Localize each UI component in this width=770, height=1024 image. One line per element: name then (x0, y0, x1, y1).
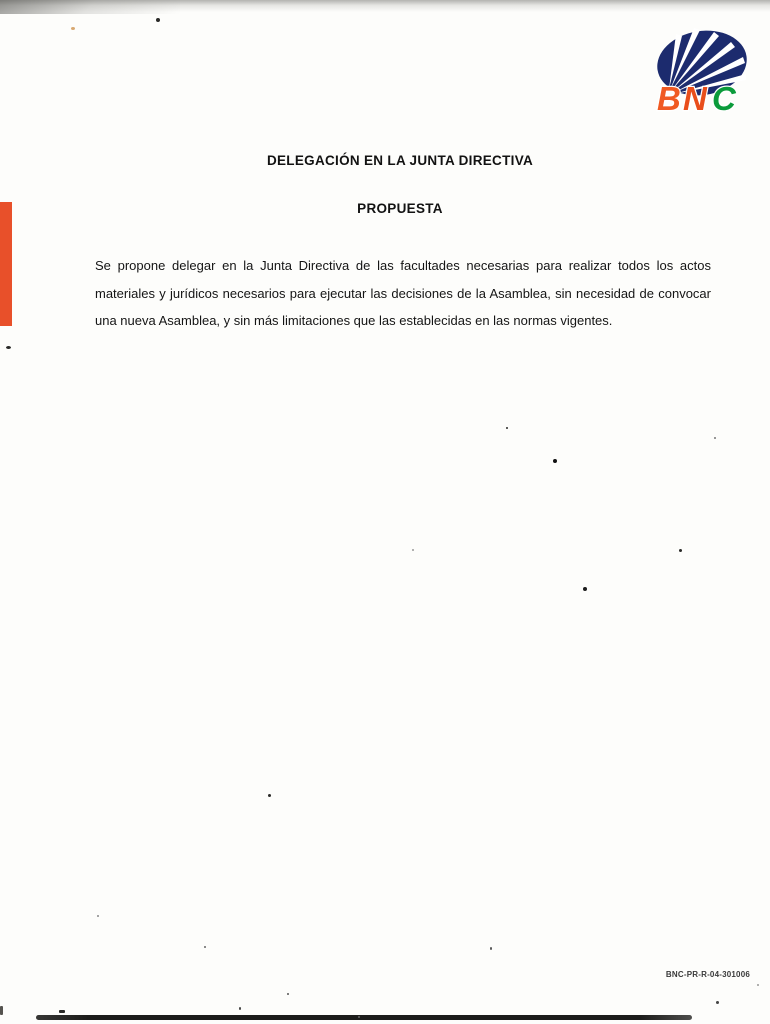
scan-speck (268, 794, 271, 797)
scan-speck (59, 1010, 65, 1013)
logo-wordmark (657, 80, 737, 114)
scan-edge-top-left (0, 0, 180, 14)
scan-speck (6, 346, 11, 349)
scan-speck (553, 459, 557, 463)
bnc-logo-graphic (652, 26, 748, 114)
scan-speck (71, 27, 75, 30)
scan-speck (0, 1006, 3, 1015)
document-reference-code: BNC-PR-R-04-301006 (665, 970, 750, 979)
scan-speck (97, 915, 99, 917)
scan-edge-top (0, 0, 770, 12)
scan-speck (679, 549, 682, 552)
logo-letter-c: C (712, 80, 735, 114)
bnc-logo (652, 26, 748, 114)
orange-side-tab (0, 202, 12, 326)
proposal-paragraph (95, 252, 711, 335)
logo-letter-n: N (683, 80, 706, 114)
scan-speck (490, 947, 492, 950)
scan-speck (757, 984, 759, 986)
paragraph-line: materiales y jurídicos necesarios para ejecutar las decisiones de la Asamblea, sin necesidad de convocar (95, 285, 711, 301)
scan-speck (714, 437, 716, 439)
logo-letter-b: B (657, 80, 680, 114)
scan-speck (204, 946, 206, 948)
scan-speck (506, 427, 508, 429)
document-title: DELEGACIÓN EN LA JUNTA DIRECTIVA (266, 153, 534, 168)
scan-speck (716, 1001, 719, 1004)
paragraph-line: Se propone delegar en la Junta Directiva de las facultades necesarias para realizar todos los actos (95, 258, 711, 273)
document-subtitle: PROPUESTA (357, 201, 443, 216)
scan-edge-bottom (36, 1015, 692, 1020)
scan-speck (412, 549, 414, 551)
paragraph-line: una nueva Asamblea, y sin más limitaciones que las establecidas en las normas vigentes. (95, 313, 613, 329)
scan-speck (287, 993, 289, 995)
scan-speck (239, 1007, 241, 1010)
scan-speck (358, 1016, 360, 1018)
scan-speck (156, 18, 160, 22)
scan-speck (583, 587, 587, 591)
